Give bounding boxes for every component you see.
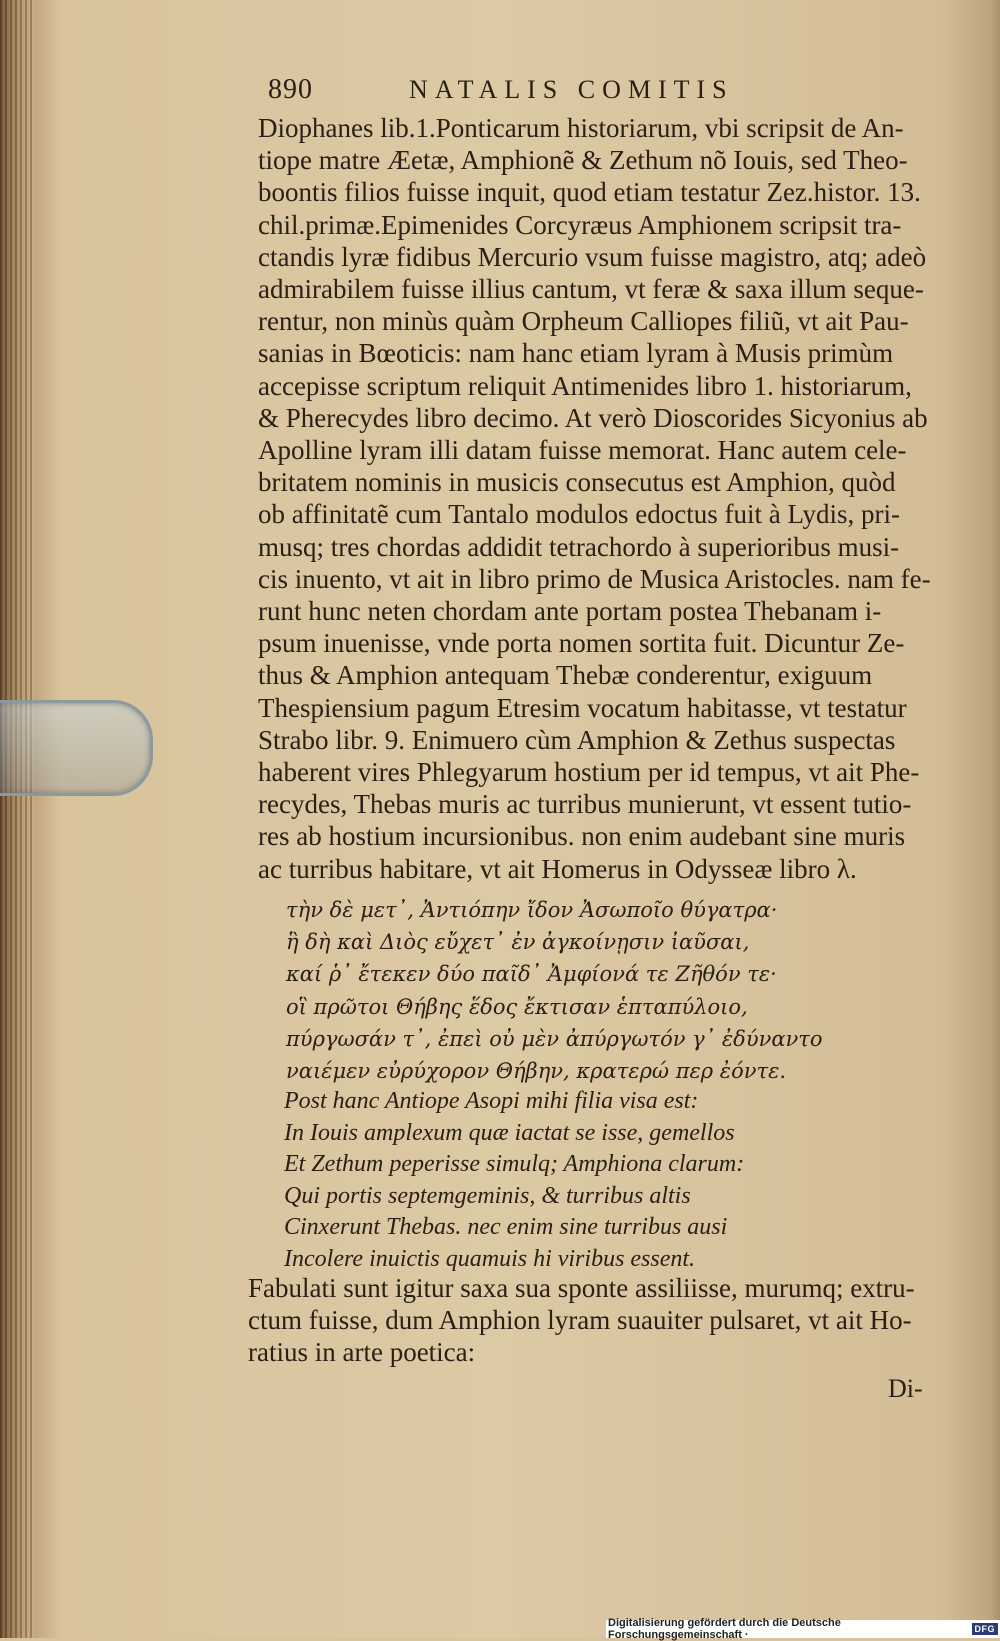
- greek-verse: [286, 894, 926, 1087]
- greek-line: ναιέμεν εὐρύχορον Θήβην, κρατερώ περ ἐόντε.: [286, 1059, 787, 1084]
- greek-line: καί ῥ᾽ ἔτεκεν δύο παῖδ᾽ Ἀμφίονά τε Ζῆθόν τε·: [286, 962, 777, 987]
- verse-line: Qui portis septemgeminis, & turribus altis: [284, 1182, 691, 1209]
- text-line: ratius in arte poetica:: [248, 1337, 476, 1368]
- verse-line: In Iouis amplexum quæ iactat se isse, gemellos: [284, 1119, 735, 1146]
- verse-line: Et Zethum peperisse simulq; Amphiona clarum:: [284, 1151, 745, 1178]
- latin-verse-translation: [284, 1086, 924, 1276]
- text-line: rentur, non minùs quàm Orpheum Calliopes filiũ, vt ait Pau-: [258, 306, 909, 337]
- text-line: Fabulati sunt igitur saxa sua sponte assiliisse, murumq; extru-: [248, 1273, 915, 1303]
- text-line: Thespiensium pagum Etresim vocatum habitasse, vt testatur: [258, 692, 907, 723]
- book-page-edges: [0, 0, 34, 1638]
- text-line: haberent vires Phlegyarum hostium per id tempus, vt ait Phe-: [258, 757, 920, 788]
- text-line: admirabilem fuisse illius cantum, vt feræ & saxa illum seque-: [258, 274, 924, 305]
- footer-credit: [606, 1617, 1000, 1641]
- text-line: chil.primæ.Epimenides Corcyræus Amphionem scripsit tra-: [258, 209, 902, 240]
- text-line: ctandis lyræ fidibus Mercurio vsum fuisse magistro, atq; adeò: [258, 241, 927, 272]
- page-number: 890: [268, 74, 313, 105]
- greek-line: ἣ δὴ καὶ Διὸς εὔχετ᾽ ἐν ἀγκοίνῃσιν ἰαῦσαι,: [286, 930, 750, 955]
- page-clip: [0, 700, 153, 796]
- text-line: musq; tres chordas addidit tetrachordo à superioribus musi-: [258, 531, 900, 562]
- text-line: ob affinitatẽ cum Tantalo modulos edoctus fuit à Lydis, pri-: [258, 499, 900, 530]
- dfg-logo: DFG: [972, 1623, 999, 1635]
- funding-credit: Digitalisierung gefördert durch die Deutsche Forschungsgemeinschaft ·: [608, 1617, 841, 1641]
- text-line: cis inuento, vt ait in libro primo de Musica Aristocles. nam fe-: [258, 563, 931, 594]
- verse-line: Cinxerunt Thebas. nec enim sine turribus ausi: [284, 1214, 728, 1241]
- text-line: accepisse scriptum reliquit Antimenides libro 1. historiarum,: [258, 370, 912, 401]
- running-head: [268, 74, 808, 106]
- text-line: ctum fuisse, dum Amphion lyram suauiter pulsaret, vt ait Ho-: [248, 1305, 912, 1336]
- text-line: psum inuenisse, vnde porta nomen sortita fuit. Dicuntur Ze-: [258, 628, 905, 659]
- text-line: res ab hostium incursionibus. non enim audebant sine muris: [258, 821, 906, 852]
- verse-line: Incolere inuictis quamuis hi viribus essent.: [284, 1245, 696, 1272]
- text-line: ac turribus habitare, vt ait Homerus in Odysseæ libro λ.: [258, 853, 857, 884]
- running-title: NATALIS COMITIS: [409, 75, 734, 104]
- text-line: Diophanes lib.1.Ponticarum historiarum, vbi scripsit de An-: [258, 113, 904, 143]
- text-line: recydes, Thebas muris ac turribus munierunt, vt essent tutio-: [258, 789, 912, 820]
- text-line: tiope matre Æetæ, Amphionẽ & Zethum nõ Iouis, sed Theo-: [258, 145, 908, 176]
- catchword: Di-: [888, 1374, 923, 1403]
- text-line: & Pherecydes libro decimo. At verò Dioscorides Sicyonius ab: [258, 402, 928, 433]
- text-line: thus & Amphion antequam Thebæ conderentur, exiguum: [258, 660, 873, 691]
- closing-paragraph: [248, 1272, 938, 1369]
- text-line: runt hunc neten chordam ante portam postea Thebanam i-: [258, 596, 882, 627]
- body-text: [258, 112, 938, 885]
- greek-line: τὴν δὲ μετ᾽, Ἀντιόπην ἴδον Ἀσωποῖο θύγατρα·: [286, 898, 778, 922]
- text-line: Strabo libr. 9. Enimuero cùm Amphion & Zethus suspectas: [258, 724, 896, 755]
- text-line: Apolline lyram illi datam fuisse memorat. Hanc autem cele-: [258, 435, 907, 466]
- text-line: britatem nominis in musicis consecutus est Amphion, quòd: [258, 467, 896, 498]
- text-line: sanias in Bœoticis: nam hanc etiam lyram à Musis primùm: [258, 338, 894, 369]
- verse-line: Post hanc Antiope Asopi mihi filia visa est:: [284, 1088, 699, 1114]
- greek-line: πύργωσάν τ᾽, ἐπεὶ οὐ μὲν ἀπύργωτόν γ᾽ ἐδύναντο: [286, 1026, 823, 1051]
- greek-line: οἳ πρῶτοι Θήβης ἕδος ἔκτισαν ἑπταπύλοιο,: [286, 994, 748, 1019]
- text-line: boontis filios fuisse inquit, quod etiam testatur Zez.histor. 13.: [258, 177, 921, 208]
